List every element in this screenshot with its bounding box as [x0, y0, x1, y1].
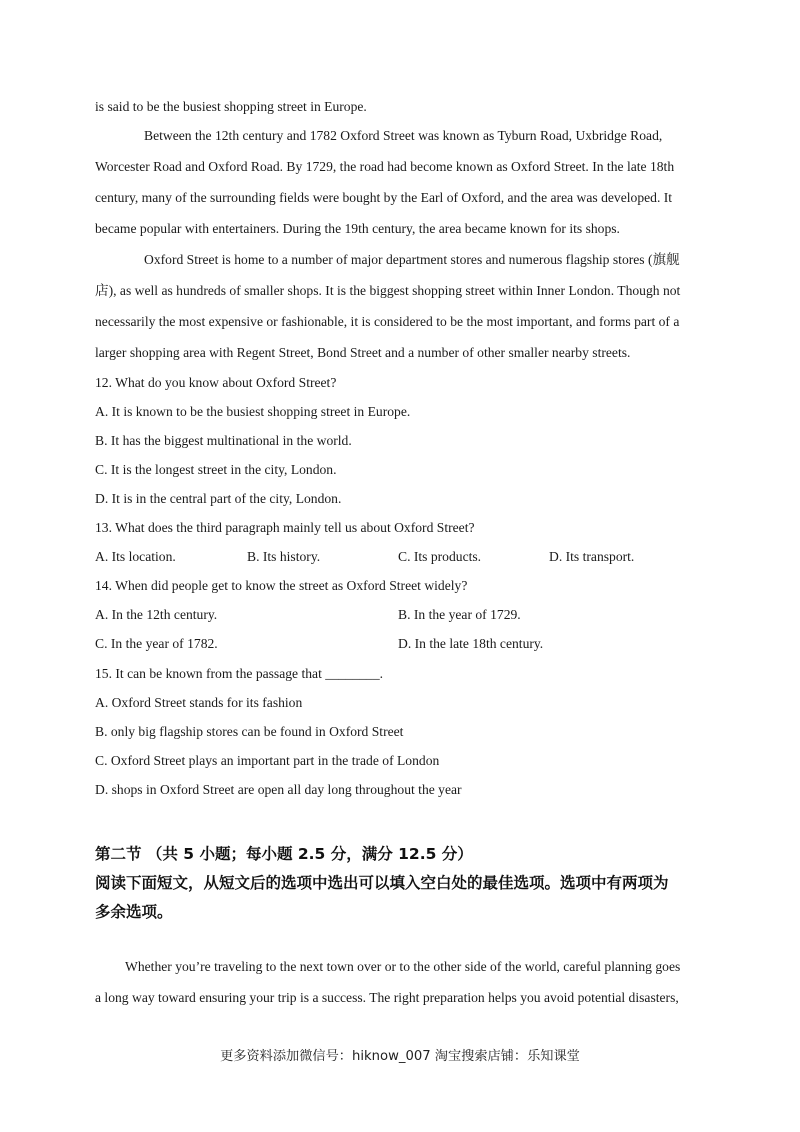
question-14-stem: 14. When did people get to know the street as Oxford Street widely?	[95, 578, 468, 593]
passage2-line: a long way toward ensuring your trip is a success. The right preparation helps you avoid potential disasters,	[95, 990, 679, 1005]
question-12-option-c: C. It is the longest street in the city, London.	[95, 462, 337, 477]
passage-line: 店), as well as hundreds of smaller shops. It is the biggest shopping street within Inner London. Though not	[95, 283, 681, 298]
section-instruction: 多余选项。	[95, 903, 173, 921]
question-14-option-b: B. In the year of 1729.	[398, 607, 521, 622]
question-13-stem: 13. What does the third paragraph mainly tell us about Oxford Street?	[95, 520, 475, 535]
question-12-option-a: A. It is known to be the busiest shopping street in Europe.	[95, 404, 411, 419]
passage2-line: Whether you’re traveling to the next town over or to the other side of the world, careful planning goes	[125, 959, 681, 974]
section-instruction: 阅读下面短文，从短文后的选项中选出可以填入空白处的最佳选项。选项中有两项为	[95, 874, 669, 892]
question-15-option-c: C. Oxford Street plays an important part in the trade of London	[95, 753, 440, 768]
passage-line: became popular with entertainers. During the 19th century, the area became known for its shops.	[95, 221, 620, 236]
question-12-option-b: B. It has the biggest multinational in the world.	[95, 433, 352, 448]
question-12-stem: 12. What do you know about Oxford Street?	[95, 375, 337, 390]
passage-line: century, many of the surrounding fields were bought by the Earl of Oxford, and the area was developed. It	[95, 190, 673, 205]
passage-line: is said to be the busiest shopping street in Europe.	[95, 99, 367, 114]
question-13-option-b: B. Its history.	[247, 549, 321, 564]
question-14-option-c: C. In the year of 1782.	[95, 636, 218, 651]
passage-line: Worcester Road and Oxford Road. By 1729, the road had become known as Oxford Street. In the late 18th	[95, 159, 675, 174]
question-13-option-a: A. Its location.	[95, 549, 176, 564]
question-15-option-d: D. shops in Oxford Street are open all day long throughout the year	[95, 782, 462, 797]
section-title: 第二节 （共 5 小题；每小题 2.5 分，满分 12.5 分）	[95, 845, 473, 863]
passage-line: Oxford Street is home to a number of major department stores and numerous flagship stores (旗舰	[144, 252, 680, 267]
question-13-option-c: C. Its products.	[398, 549, 482, 564]
question-15-option-b: B. only big flagship stores can be found in Oxford Street	[95, 724, 404, 739]
passage-line: Between the 12th century and 1782 Oxford Street was known as Tyburn Road, Uxbridge Road,	[144, 128, 663, 143]
question-14-option-a: A. In the 12th century.	[95, 607, 218, 622]
question-15-stem: 15. It can be known from the passage that ________.	[95, 666, 384, 681]
question-15-option-a: A. Oxford Street stands for its fashion	[95, 695, 303, 710]
page-footer: 更多资料添加微信号：hiknow_007 淘宝搜索店铺：乐知课堂	[220, 1049, 580, 1064]
question-13-option-d: D. Its transport.	[549, 549, 635, 564]
question-12-option-d: D. It is in the central part of the city, London.	[95, 491, 342, 506]
passage-line: necessarily the most expensive or fashionable, it is considered to be the most important, and forms part of a	[95, 314, 680, 329]
question-14-option-d: D. In the late 18th century.	[398, 636, 544, 651]
passage-line: larger shopping area with Regent Street, Bond Street and a number of other smaller nearby streets.	[95, 345, 631, 360]
